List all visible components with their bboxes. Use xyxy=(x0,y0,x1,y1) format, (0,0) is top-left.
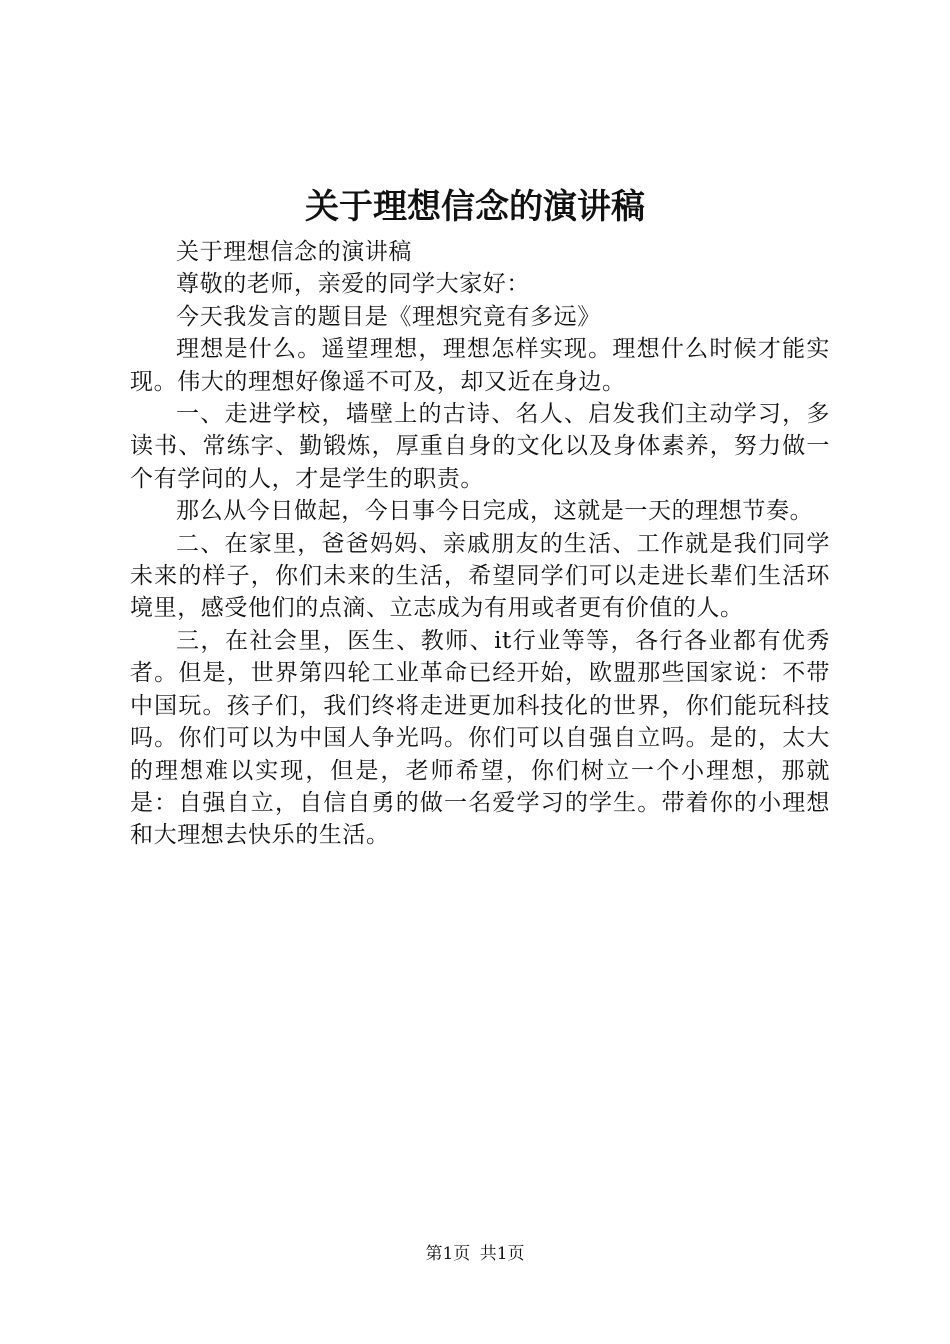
page-total: 共1页 xyxy=(479,1244,525,1264)
paragraph-society: 三，在社会里，医生、教师、it行业等等，各行各业都有优秀者。但是，世界第四轮工业革命已经开始，欧盟那些国家说：不带中国玩。孩子们，我们终将走进更加科技化的世界，你们能玩科技吗。你们可以为中国人争光吗。你们可以自强自立吗。是的，太大的理想难以实现，但是，老师希望，你们树立一个小理想，那就是：自强自立，自信自勇的做一名爱学习的学生。带着你的小理想和大理想去快乐的生活。 xyxy=(130,627,830,849)
paragraph-daily-rhythm: 那么从今日做起，今日事今日完成，这就是一天的理想节奏。 xyxy=(176,498,814,525)
paragraph-school: 一、走进学校，墙壁上的古诗、名人、启发我们主动学习，多读书、常练字、勤锻炼，厚重自身的文化以及身体素养，努力做一个有学问的人，才是学生的职责。 xyxy=(130,401,830,492)
paragraph-home: 二、在家里，爸爸妈妈、亲戚朋友的生活、工作就是我们同学未来的样子，你们未来的生活，希望同学们可以走进长辈们生活环境里，感受他们的点滴、立志成为有用或者更有价值的人。 xyxy=(130,530,830,622)
paragraph-heading: 关于理想信念的演讲稿 xyxy=(176,239,412,265)
paragraph-greeting: 尊敬的老师，亲爱的同学大家好： xyxy=(176,271,530,298)
document-title: 关于理想信念的演讲稿 xyxy=(305,187,645,227)
document-body xyxy=(130,236,830,852)
paragraph-topic: 今天我发言的题目是《理想究竟有多远》 xyxy=(176,303,601,330)
page-number: 第1页 xyxy=(425,1244,471,1264)
page-footer xyxy=(0,1240,950,1268)
paragraph-what-is-ideal: 理想是什么。遥望理想，理想怎样实现。理想什么时候才能实现。伟大的理想好像遥不可及，却又近在身边。 xyxy=(130,336,830,395)
